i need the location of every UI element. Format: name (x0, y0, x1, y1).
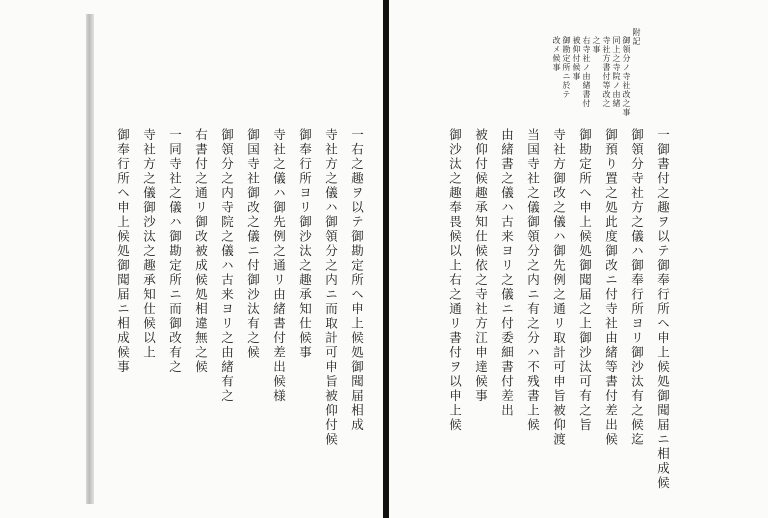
margin-note-line: 之事 (592, 36, 601, 54)
text-column: 一右之趣ヲ以テ御勘定所ヘ申上候処御聞届相成 (349, 128, 365, 433)
margin-note-line: 寺社方書付等改之 (602, 36, 611, 108)
text-column: 御領分之内寺院之儀ハ古来ヨリ之由緒有之 (219, 128, 235, 404)
text-column: 御勘定所ヘ申上候処御聞届之上御沙汰可有之旨 (577, 128, 593, 433)
margin-note-line: 御勘定所ニ於テ (562, 36, 571, 99)
margin-note-line: 右寺社ノ由緒書付 (582, 36, 591, 108)
text-column: 御国寺社御改之儀ニ付御沙汰有之候 (245, 128, 261, 360)
margin-note-line: 御領分ノ寺社改之事 (622, 36, 631, 117)
margin-note-line: 附記 (632, 28, 641, 46)
text-column: 寺社方御改之儀ハ御先例之通リ取計可申旨被仰渡 (551, 128, 567, 447)
text-column: 御預り置之処此度御改ニ付寺社由緒等書付差出候 (603, 128, 619, 447)
text-column: 御奉行所ヘ申上候処御聞届ニ相成候事 (115, 128, 131, 375)
text-column: 当国寺社之儀御領分之内ニ有之分ハ不残書上候 (525, 128, 541, 433)
text-column: 由緒書之儀ハ古来ヨリ之儀ニ付委細書付差出 (499, 128, 515, 418)
text-column: 御領分寺社方之儀ハ御奉行所ヨリ御沙汰有之候迄 (629, 128, 645, 447)
text-column: 寺社之儀ハ御先例之通リ由緒書付差出候様 (271, 128, 287, 404)
margin-note-line: 改メ候事 (552, 36, 561, 72)
text-column: 一同寺社之儀ハ御勘定所ニ而御改有之 (167, 128, 183, 375)
text-column: 寺社方之儀ハ御領分之内ニ而取計可申旨被仰付候 (323, 128, 339, 447)
page-edge-mark (86, 14, 94, 504)
text-column: 一御書付之趣ヲ以テ御奉行所ヘ申上候処御聞届ニ相成候 (655, 128, 671, 491)
text-column: 被仰付候趣承知仕候依之寺社方江申達候事 (473, 128, 489, 404)
margin-note-line: 同上之寺院ノ由緒 (612, 36, 621, 108)
margin-note-line: 被仰付候事 (572, 36, 581, 81)
text-column: 御奉行所ヨリ御沙汰之趣承知仕候事 (297, 128, 313, 360)
text-column: 右書付之通リ御改被成候処相違無之候 (193, 128, 209, 375)
text-column: 寺社方之儀御沙汰之趣承知仕候以上 (141, 128, 157, 360)
text-column: 御沙汰之趣奉畏候以上右之通リ書付ヲ以申上候 (447, 128, 463, 433)
